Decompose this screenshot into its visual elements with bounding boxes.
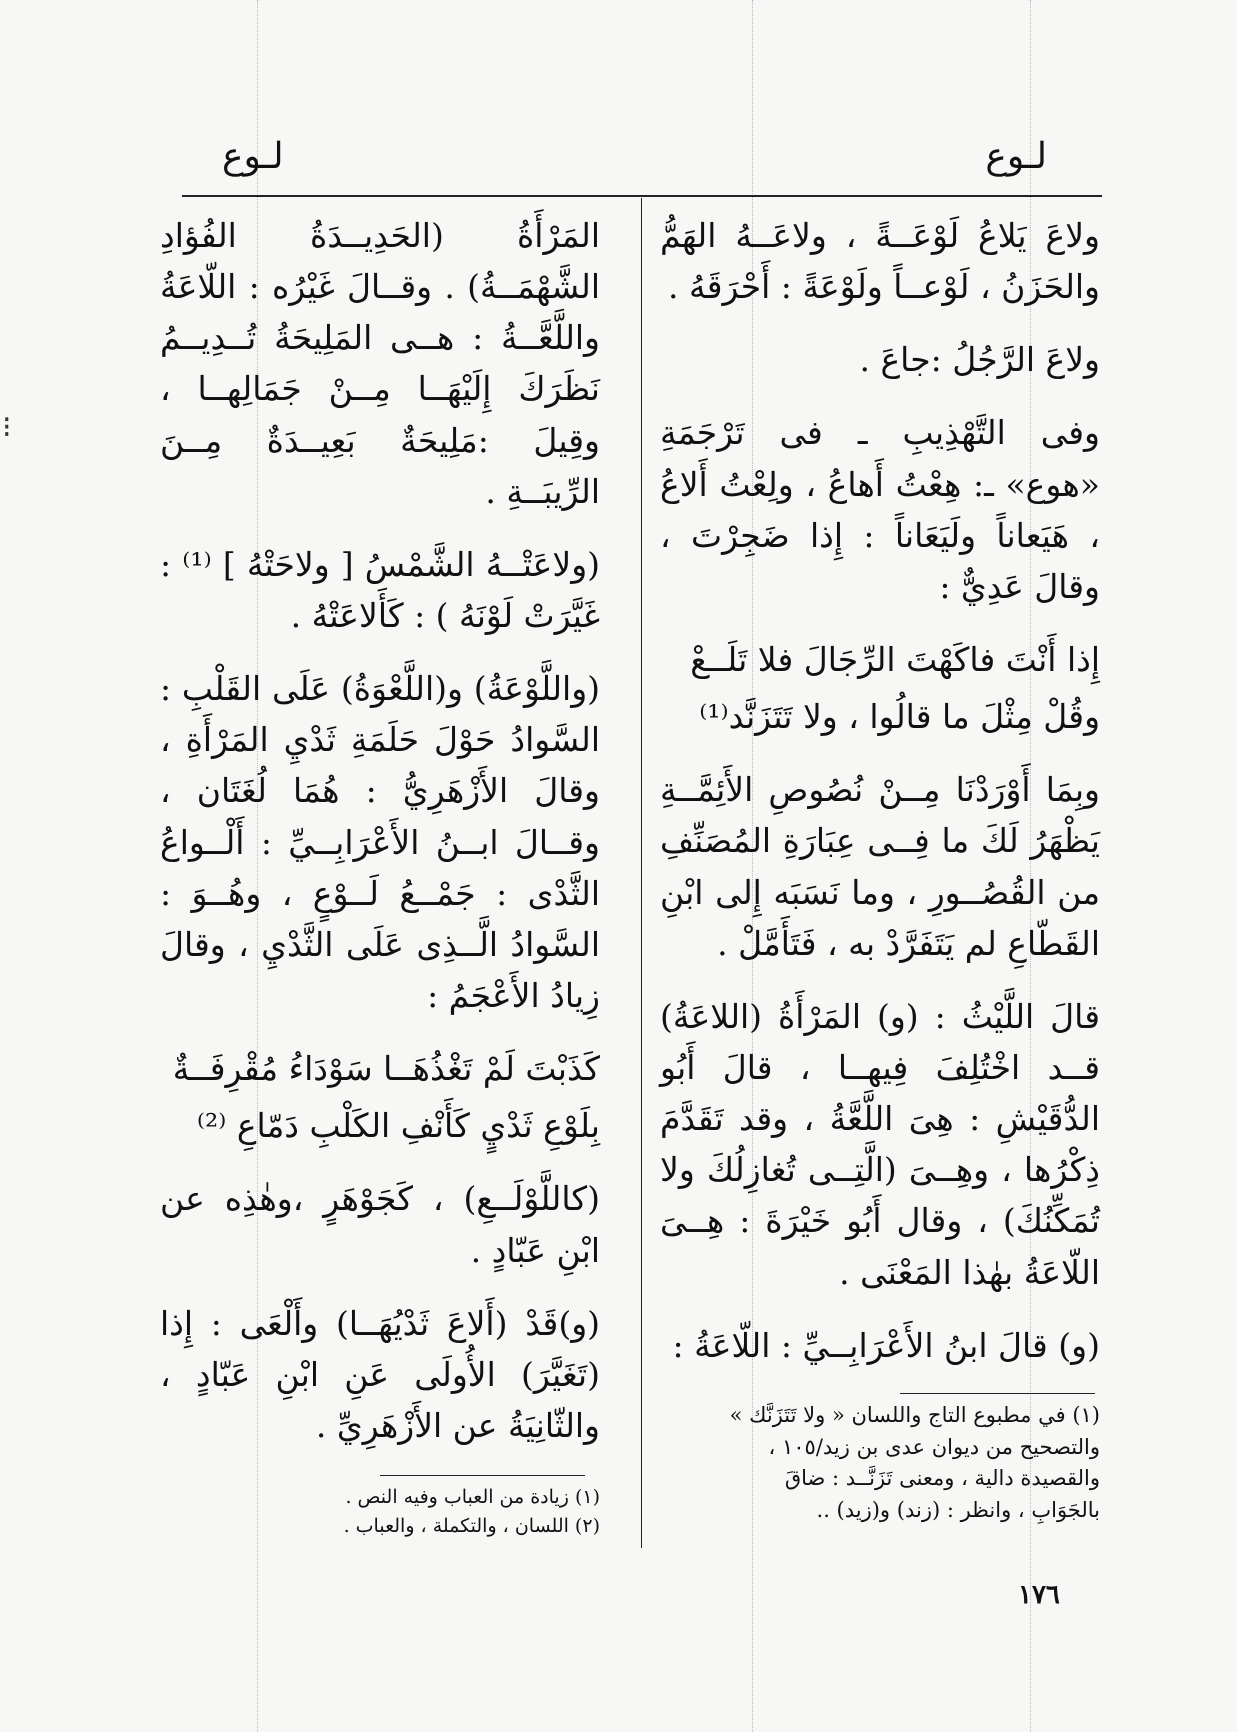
paragraph: قالَ اللَّيْثُ : (و) المَرْأَةُ (اللاعَةُ) قــد اخْتُلِفَ فِيهــا ، قالَ أَبُو الدُّقَيْشِ : هِىَ اللَّعَّةُ ، وقد تَقَدَّمَ ذِكْرُها ، وهِــىَ (الَّتِــى تُغازِلُكَ ولا تُمَكِّنُكَ) ، وقال أَبُو خَيْرَةَ : هِــىَ اللّاعَةُ بهٰذا المَعْنَى . bbox=[660, 996, 1100, 1292]
paragraph: (ولاعَتْــهُ الشَّمْسُ [ ولاحَتْهُ ] ⁽¹⁾ : غَيَّرَتْ لَوْنَهُ ) : كَأَلاعَتْهُ . bbox=[160, 544, 600, 635]
paragraph: وبِمَا أَوْرَدْنَا مِــنْ نُصُوصِ الأَئِمَّــةِ يَظْهَرُ لَكَ ما فِــى عِبَارَةِ المُصَنِّفِ من القُصُــورِ ، وما نَسَبَه إِلى ابْنِ القَطّاعِ لم يَتَفَرَّدْ به ، فَتَأَمَّلْ . bbox=[660, 770, 1100, 963]
right-column bbox=[660, 210, 1100, 1393]
left-column bbox=[160, 210, 600, 1473]
footnote-line: (١) في مطبوع التاج واللسان « ولا تَتَزَنَّك » bbox=[729, 1403, 1100, 1427]
verse-line: إِذا أَنْتَ فاكَهْتَ الرِّجَالَ فلا تَلَــعْ bbox=[690, 639, 1100, 679]
footnote-line: والتصحيح من ديوان عدى بن زيد/١٠٥ ، bbox=[768, 1434, 1100, 1459]
footnote-rule-right bbox=[900, 1393, 1095, 1394]
page-header bbox=[0, 136, 1237, 196]
verse-line: وقُلْ مِثْلَ ما قالُوا ، ولا تَتَزَنَّد⁽¹⁾ bbox=[699, 697, 1100, 737]
footnote-line: (١) زيادة من العباب وفيه النص . bbox=[345, 1486, 600, 1508]
paragraph: (واللَّوْعَةُ) و(اللَّعْوَةُ) عَلَى القَلْبِ : السَّوادُ حَوْلَ حَلَمَةِ ثَدْيِ المَرْأَةِ ، وقالَ الأَزْهَرِيُّ : هُمَا لُغَتَان ، وقــالَ ابــنُ الأَعْرَابِــيِّ : أَلْــواعُ الثَّدْى : جَمْــعُ لَــوْعٍ ، وهُــوَ : السَّوادُ الَّــذِى عَلَى الثَّدْيِ ، وقالَ زِيادُ الأَعْجَمُ : bbox=[160, 669, 600, 1015]
paragraph: (كاللَّوْلَــعِ) ، كَجَوْهَرٍ ،وهٰذِه عن ابْنِ عَبّادٍ . bbox=[160, 1179, 600, 1270]
footnote-line: والقصيدة دالية ، ومعنى تَزَنَّــد : ضاقَ bbox=[784, 1466, 1100, 1490]
footnote-right bbox=[660, 1400, 1100, 1526]
paragraph: (و)قَدْ (أَلاعَ ثَدْيُهَــا) وأَلْعَى : إِذا (تَغَيَّرَ) الأُولَى عَنِ ابْنِ عَبّادٍ ، والثّانِيَةُ عن الأَزْهَرِيِّ . bbox=[160, 1303, 600, 1445]
header-rule bbox=[182, 195, 1102, 197]
column-divider bbox=[641, 198, 642, 1548]
verse-line: بِلَوْعِ ثَدْيٍ كَأَنْفِ الكَلْبِ دَمّاعِ ⁽²⁾ bbox=[196, 1106, 600, 1146]
footnote-line: بالجَوَابِ ، وانظر : (زند) و(زيد) .. bbox=[816, 1497, 1100, 1522]
margin-mark: ⁝ bbox=[2, 410, 12, 445]
header-word-left: لـوع bbox=[222, 136, 284, 177]
footnote-line: (٢) اللسان ، والتكملة ، والعباب . bbox=[343, 1514, 600, 1537]
verse-line: كَذَبْتَ لَمْ تَغْذُهَــا سَوْدَاءُ مُقْرِفَــةٌ bbox=[172, 1049, 600, 1089]
page-number: ١٧٦ bbox=[1018, 1580, 1060, 1610]
footnote-left bbox=[160, 1483, 600, 1540]
paragraph: ولاعَ يَلاعُ لَوْعَــةً ، ولاعَــهُ الهَمُّ والحَزَنُ ، لَوْعــاً ولَوْعَةً : أَحْرَقَهُ . bbox=[660, 216, 1100, 307]
footnote-rule-left bbox=[380, 1475, 585, 1476]
paragraph: (و) قالَ ابنُ الأَعْرَابِــيِّ : اللّاعَةُ : bbox=[672, 1325, 1100, 1365]
paragraph: وفى التَّهْذِيبِ ـ فى تَرْجَمَةِ «هوع» ـ: هِعْتُ أَهاعُ ، ولِعْتُ أَلاعُ ، هَيَعاناً ولَيَعَاناً : إِذا ضَجِرْتَ ، وقالَ عَدِيٌّ : bbox=[660, 413, 1100, 606]
paragraph: ولاعَ الرَّجُلُ :جاعَ . bbox=[859, 340, 1100, 380]
header-word-right: لـوع bbox=[985, 136, 1047, 177]
paragraph: المَرْأَةُ (الحَدِيــدَةُ الفُؤادِ الشَّهْمَــةُ) . وقــالَ غَيْرُه : اللّاعَةُ واللَّعَّــةُ : هــى المَلِيحَةُ تُــدِيــمُ نَظَرَكَ إِلَيْهَــا مِــنْ جَمَالِهــا ، وقِيلَ :مَلِيحَةٌ بَعِيــدَةٌ مِــنَ الرِّيبَــةِ . bbox=[160, 216, 600, 511]
